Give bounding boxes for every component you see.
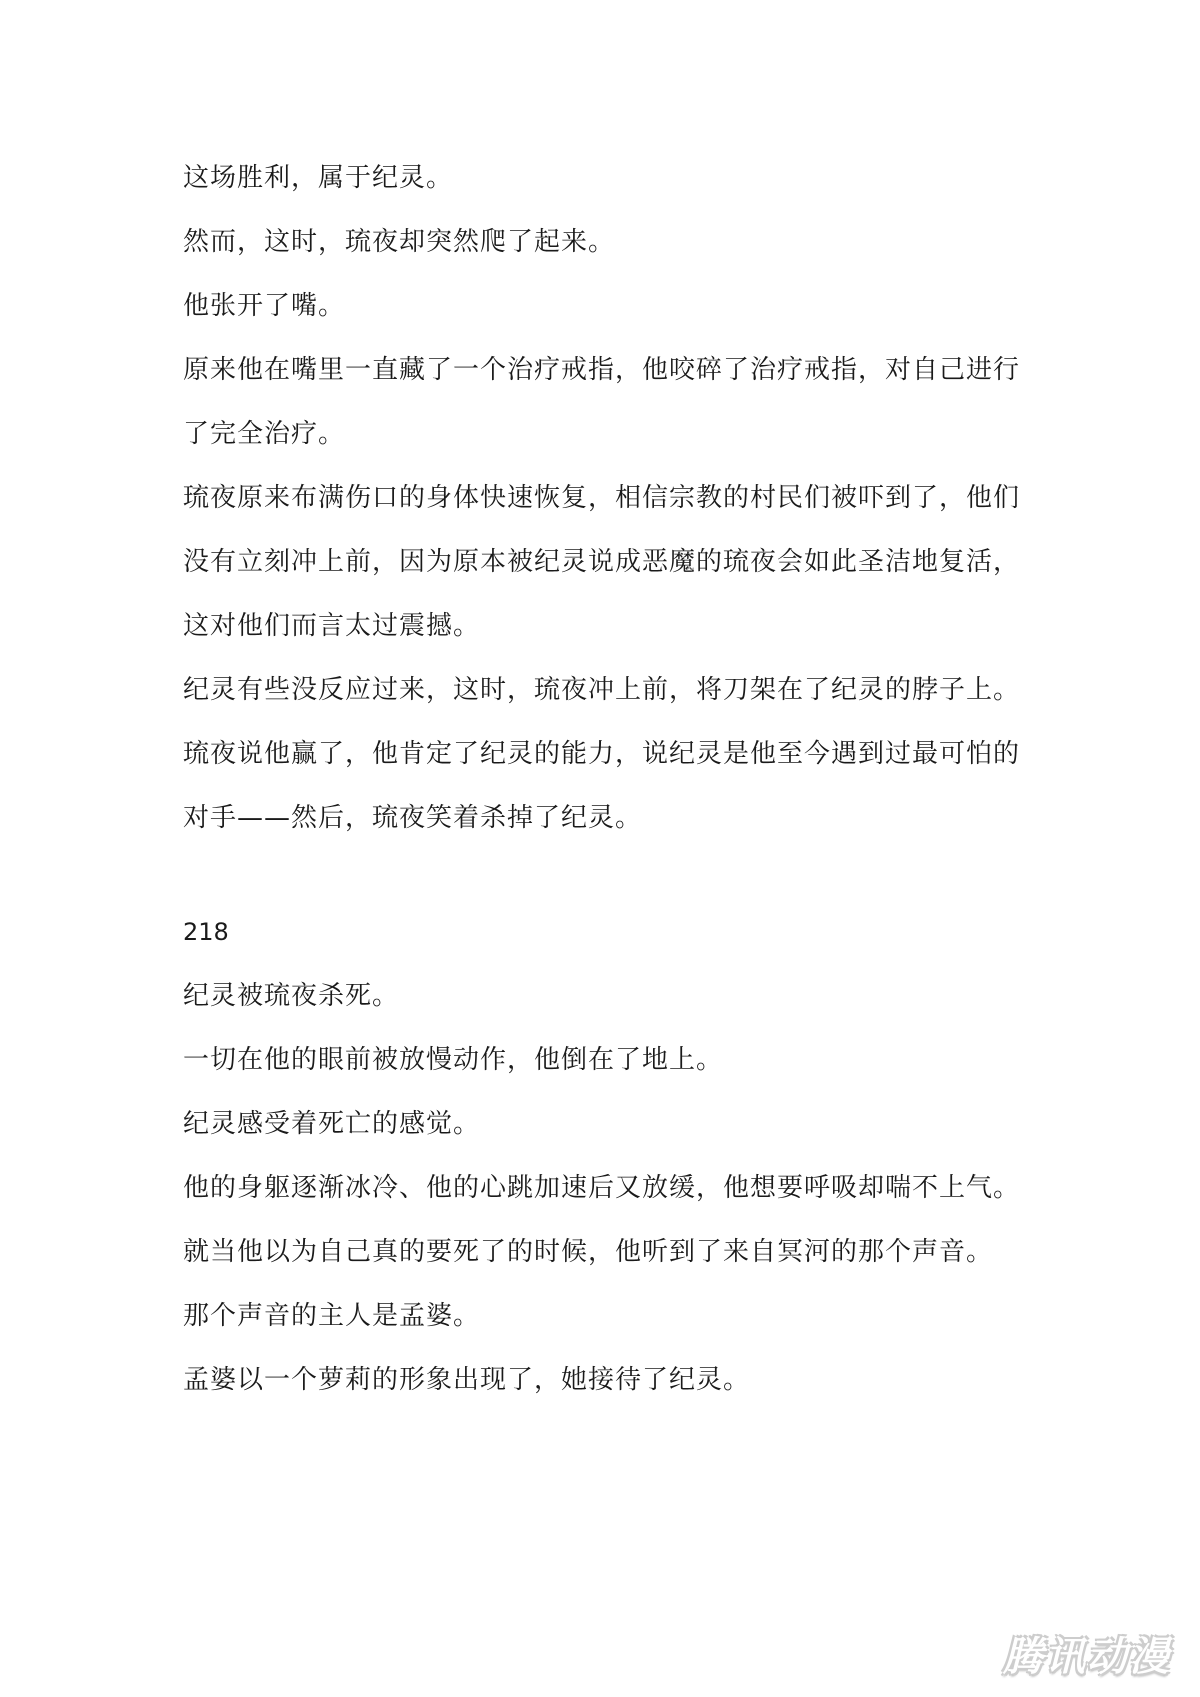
paragraph: 琉夜原来布满伤口的身体快速恢复，相信宗教的村民们被吓到了，他们没有立刻冲上前，因为原本被纪灵说成恶魔的琉夜会如此圣洁地复活，这对他们而言太过震撼。 [183,483,1021,641]
paragraph: 一切在他的眼前被放慢动作，他倒在了地上。 [183,1045,724,1075]
text-section-one [183,146,1043,850]
watermark-text: 腾讯动漫 [1003,1633,1171,1680]
paragraph: 然而，这时，琉夜却突然爬了起来。 [183,227,616,257]
paragraph: 就当他以为自己真的要死了的时候，他听到了来自冥河的那个声音。 [183,1237,994,1267]
chapter-number: 218 [183,918,229,946]
paragraph: 那个声音的主人是孟婆。 [183,1301,481,1331]
paragraph: 纪灵有些没反应过来，这时，琉夜冲上前，将刀架在了纪灵的脖子上。 [183,675,1021,705]
paragraph: 孟婆以一个萝莉的形象出现了，她接待了纪灵。 [183,1365,751,1395]
watermark-logo [992,1627,1182,1679]
paragraph: 他的身躯逐渐冰冷、他的心跳加速后又放缓，他想要呼吸却喘不上气。 [183,1173,1021,1203]
text-section-two [183,900,1043,1412]
paragraph: 这场胜利，属于纪灵。 [183,163,454,193]
paragraph: 琉夜说他赢了，他肯定了纪灵的能力，说纪灵是他至今遇到过最可怕的对手——然后，琉夜笑着杀掉了纪灵。 [183,739,1021,833]
paragraph: 纪灵感受着死亡的感觉。 [183,1109,481,1139]
paragraph: 他张开了嘴。 [183,291,346,321]
paragraph: 纪灵被琉夜杀死。 [183,981,400,1011]
paragraph: 原来他在嘴里一直藏了一个治疗戒指，他咬碎了治疗戒指，对自己进行了完全治疗。 [183,355,1021,449]
